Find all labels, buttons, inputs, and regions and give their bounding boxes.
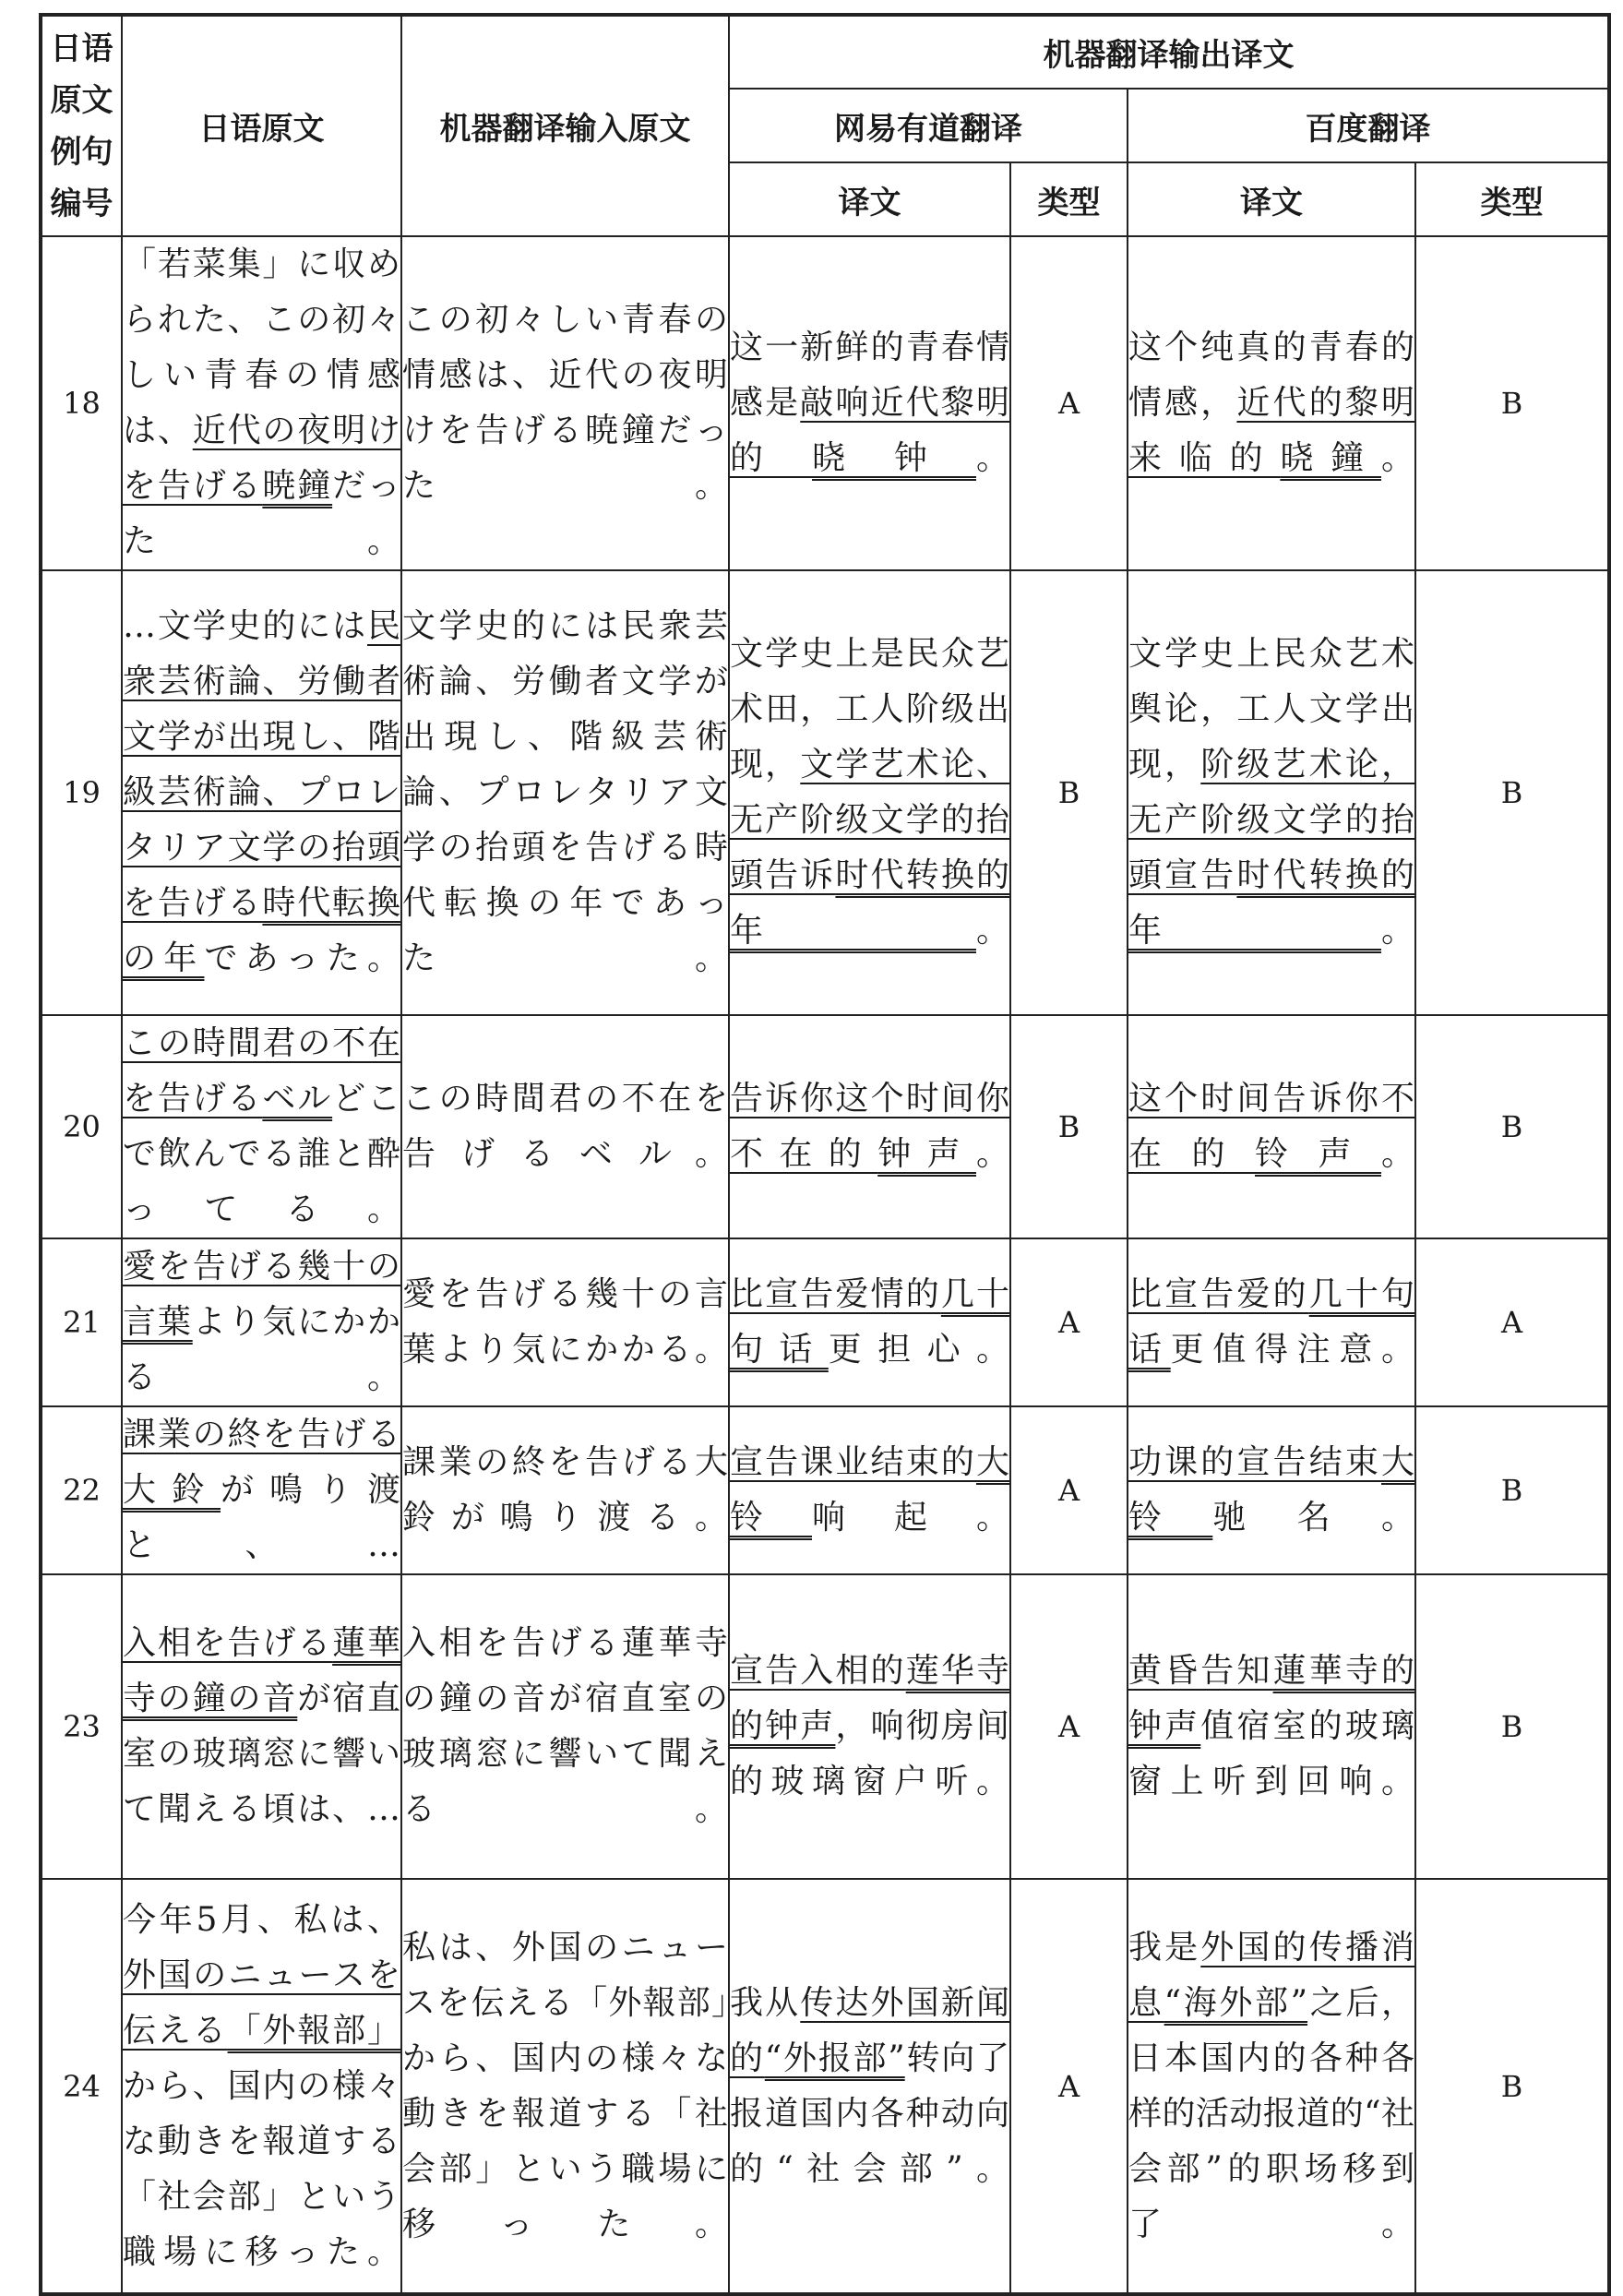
youdao-translation-text: [730, 1267, 1009, 1378]
youdao-translation-cell: [729, 236, 1010, 570]
underlined-text: 外国的传播消息: [1128, 1928, 1414, 2022]
plain-text: 「若菜集」に収め: [123, 245, 400, 283]
youdao-translation-text: [730, 1435, 1009, 1546]
mt-input-text: この時間君の不在を告げるベル。: [402, 1080, 728, 1173]
double-underlined-text: 蓮華寺的钟声: [1128, 1652, 1414, 1745]
plain-text: より気にかかる。: [123, 1303, 400, 1396]
japanese-original-cell: [122, 1879, 401, 2294]
double-underlined-text: ベル: [262, 1080, 333, 1118]
plain-text: しい青春の情感: [123, 356, 400, 394]
baidu-translation-text: [1128, 1071, 1414, 1182]
baidu-translation-cell: [1128, 1574, 1415, 1879]
underlined-text: 比宣告爱的: [1128, 1275, 1309, 1313]
baidu-translation-cell: [1128, 1879, 1415, 2294]
youdao-translation-cell: [729, 1879, 1010, 2294]
japanese-original-text: [123, 599, 400, 987]
table-row: [41, 1238, 1609, 1406]
plain-text: であった。: [204, 939, 400, 977]
youdao-translation-cell: [729, 1015, 1010, 1238]
underlined-text: 告诉你这个时间你不在的: [730, 1080, 1009, 1173]
mt-input-cell: [401, 1879, 729, 2294]
japanese-original-text: [123, 1616, 400, 1837]
underlined-text: 民衆芸術論、労働者文学が出現し、階級芸術論、プロレタリア文学の抬頭を告げる: [123, 607, 400, 922]
mt-input-text: 愛を告げる幾十の言葉より気にかかる。: [402, 1275, 728, 1369]
plain-text: 我从: [730, 1983, 801, 2022]
baidu-translation-text: [1128, 1267, 1414, 1378]
plain-text: だった。: [123, 467, 400, 560]
example-number: 22: [41, 1406, 122, 1574]
header-youdao-translation: 译文: [729, 162, 1010, 236]
table-row: [41, 1015, 1609, 1238]
mt-input-text: 文学史的には民衆芸術論、労働者文学が出現し、階級芸術論、プロレタリア文学の抬頭を告げる時代転換の年であった。: [402, 607, 728, 977]
double-underlined-text: 大铃: [730, 1443, 1009, 1537]
baidu-translation-text: [1128, 1644, 1414, 1810]
youdao-type: A: [1010, 236, 1128, 570]
mt-input-cell: [401, 1015, 729, 1238]
underlined-text: を告げる: [123, 467, 263, 505]
plain-text: 文学史上民众艺术舆论，工人文学出现，: [1128, 635, 1414, 783]
youdao-type: A: [1010, 1574, 1128, 1879]
underlined-text: この時間君の不在を告げる: [123, 1024, 400, 1118]
plain-text: 。: [975, 1135, 1009, 1173]
baidu-type: B: [1415, 1015, 1609, 1238]
example-number: 18: [41, 236, 122, 570]
baidu-type: B: [1415, 236, 1609, 570]
mt-input-cell: [401, 1406, 729, 1574]
baidu-type: A: [1415, 1238, 1609, 1406]
header-youdao-type: 类型: [1010, 162, 1128, 236]
japanese-original-cell: [122, 1015, 401, 1238]
baidu-type: B: [1415, 1574, 1609, 1879]
youdao-type: B: [1010, 1015, 1128, 1238]
baidu-translation-cell: [1128, 570, 1415, 1015]
plain-text: 之后，日本国内的各种各样的活动报道的“社会部”的职场移到了。: [1128, 1983, 1414, 2243]
japanese-original-cell: [122, 1238, 401, 1406]
plain-text: 这一新鲜的青春情感是: [730, 329, 1009, 422]
japanese-original-text: [123, 1016, 400, 1238]
plain-text: が鳴り渡と、…: [123, 1471, 400, 1564]
underlined-text: 比宣告爱情的: [730, 1275, 941, 1313]
baidu-type: B: [1415, 1406, 1609, 1574]
plain-text: 。: [1380, 439, 1414, 477]
baidu-translation-cell: [1128, 236, 1415, 570]
double-underlined-text: 大铃: [1128, 1443, 1414, 1537]
plain-text: は、: [123, 412, 193, 449]
header-baidu-translation: 译文: [1128, 162, 1415, 236]
plain-text: 响起。: [812, 1499, 1009, 1537]
mt-input-text: 私は、外国のニュースを伝える「外報部」から、国内の様々な動きを報道する「社会部」という職場に移った。: [402, 1928, 728, 2243]
youdao-translation-cell: [729, 1574, 1010, 1879]
baidu-translation-cell: [1128, 1015, 1415, 1238]
table-row: [41, 570, 1609, 1015]
double-underlined-text: 铃声: [1254, 1135, 1381, 1173]
double-underlined-text: 蓮華寺の鐘の音: [123, 1624, 400, 1717]
plain-text: 转向了报道国内各种动向的“社会部”。: [730, 2039, 1009, 2188]
japanese-original-text: [123, 1893, 400, 2280]
mt-input-cell: [401, 1574, 729, 1879]
japanese-original-text: [123, 1239, 400, 1405]
youdao-type: A: [1010, 1238, 1128, 1406]
baidu-translation-cell: [1128, 1238, 1415, 1406]
baidu-translation-text: [1128, 320, 1414, 486]
header-japanese-original: 日语原文: [122, 15, 401, 236]
youdao-translation-text: [730, 1071, 1009, 1182]
table-row: [41, 1574, 1609, 1879]
baidu-translation-text: [1128, 1435, 1414, 1546]
double-underlined-text: 几十句话: [1128, 1275, 1414, 1369]
underlined-text: 宣告课业结束的: [730, 1443, 976, 1481]
youdao-translation-text: [730, 320, 1009, 486]
youdao-translation-text: [730, 1976, 1009, 2197]
double-underlined-text: 暁鐘: [262, 467, 333, 505]
double-underlined-text: 时代转换的年: [1128, 856, 1414, 950]
japanese-original-text: [123, 237, 400, 569]
plain-text: 。: [975, 912, 1009, 950]
mt-input-cell: [401, 1238, 729, 1406]
baidu-type: B: [1415, 1879, 1609, 2294]
plain-text: 这个纯真的青春的情感，: [1128, 329, 1414, 422]
plain-text: 驰名。: [1212, 1499, 1414, 1537]
double-underlined-text: 钟声: [877, 1135, 976, 1173]
double-underlined-text: 莲华寺的钟声: [730, 1652, 1009, 1745]
japanese-original-cell: [122, 1406, 401, 1574]
plain-text: 更担心。: [828, 1331, 1009, 1369]
plain-text: が宿直室の玻璃窓に響いて聞える頃は、…: [123, 1680, 400, 1828]
baidu-type: B: [1415, 570, 1609, 1015]
plain-text: 值宿室的玻璃窗上听到回响。: [1128, 1707, 1414, 1800]
double-underlined-text: 几十句话: [730, 1275, 1009, 1369]
underlined-text: 黄昏告知: [1128, 1652, 1273, 1690]
japanese-original-text: [123, 1407, 400, 1573]
double-underlined-text: 晓鐘: [1280, 439, 1381, 477]
double-underlined-text: “外报部”: [764, 2039, 905, 2077]
plain-text: られた、この初々: [123, 301, 400, 339]
youdao-translation-cell: [729, 570, 1010, 1015]
example-number: 20: [41, 1015, 122, 1238]
double-underlined-text: 時代転換の年: [123, 884, 400, 977]
header-mt-input: 机器翻译输入原文: [401, 15, 729, 236]
baidu-translation-text: [1128, 627, 1414, 959]
mt-input-cell: [401, 236, 729, 570]
plain-text: 今年5月、私は、: [123, 1900, 400, 1939]
underlined-text: 敲响近代黎明的: [730, 384, 1009, 477]
plain-text: …文学史的には: [123, 607, 367, 645]
underlined-text: 宣告入相的: [730, 1652, 906, 1690]
youdao-translation-cell: [729, 1238, 1010, 1406]
example-number: 23: [41, 1574, 122, 1879]
double-underlined-text: 言葉: [123, 1303, 193, 1341]
mt-input-cell: [401, 570, 729, 1015]
underlined-text: 外国のニュースを伝える: [123, 1955, 400, 2050]
double-underlined-text: “海外部”: [1164, 1983, 1308, 2022]
mt-input-text: この初々しい青春の情感は、近代の夜明けを告げる暁鐘だった。: [402, 301, 728, 505]
plain-text: 。: [1380, 912, 1414, 950]
double-underlined-text: 「外報部」: [227, 2011, 400, 2050]
double-underlined-text: 晓钟: [812, 439, 976, 477]
japanese-original-cell: [122, 570, 401, 1015]
plain-text: どこで飲んでる誰と酔ってる。: [123, 1080, 400, 1228]
translation-comparison-table: [39, 13, 1611, 2296]
mt-input-text: 課業の終を告げる大鈴が鳴り渡る。: [402, 1443, 728, 1537]
underlined-text: 功课的宣告结束: [1128, 1443, 1381, 1481]
japanese-original-cell: [122, 236, 401, 570]
example-number: 24: [41, 1879, 122, 2294]
plain-text: 。: [975, 439, 1009, 477]
header-baidu-type: 类型: [1415, 162, 1609, 236]
example-number: 19: [41, 570, 122, 1015]
header-mt-output: 机器翻译输出译文: [729, 15, 1609, 89]
underlined-text: 文学艺术论、无产阶级文学的抬頭告诉: [730, 746, 1009, 894]
youdao-type: A: [1010, 1406, 1128, 1574]
underlined-text: 传达外国新闻的: [730, 1983, 1009, 2077]
underlined-text: 入相を告げる: [123, 1624, 333, 1662]
plain-text: 文学史上是民众艺术田，工人阶级出现，: [730, 635, 1009, 783]
underlined-text: 近代の夜明け: [192, 412, 400, 449]
baidu-translation-cell: [1128, 1406, 1415, 1574]
underlined-text: 阶级艺术论，无产阶级文学的抬頭宣告: [1128, 746, 1414, 894]
double-underlined-text: 时代转换的年: [730, 856, 1009, 950]
youdao-translation-text: [730, 1644, 1009, 1810]
plain-text: ，响彻房间的玻璃窗户听。: [730, 1707, 1009, 1800]
table-row: [41, 1406, 1609, 1574]
baidu-translation-text: [1128, 1920, 1414, 2253]
header-example-number: 日语 原文 例句 编号: [41, 15, 122, 236]
underlined-text: 課業の終を告げる: [123, 1416, 400, 1453]
underlined-text: 愛を告げる幾十の: [123, 1248, 400, 1286]
youdao-type: B: [1010, 570, 1128, 1015]
youdao-type: A: [1010, 1879, 1128, 2294]
table-row: [41, 1879, 1609, 2294]
table-row: [41, 236, 1609, 570]
mt-input-text: 入相を告げる蓮華寺の鐘の音が宿直室の玻璃窓に響いて聞える。: [402, 1624, 728, 1828]
double-underlined-text: 大鈴: [123, 1471, 221, 1509]
plain-text: から、国内の様々な動きを報道する「社会部」という職場に移った。: [123, 2066, 400, 2271]
underlined-text: 近代的黎明来临的: [1128, 384, 1414, 477]
header-baidu: 百度翻译: [1128, 89, 1609, 162]
youdao-translation-text: [730, 627, 1009, 959]
header-youdao: 网易有道翻译: [729, 89, 1128, 162]
plain-text: 。: [1380, 1135, 1414, 1173]
japanese-original-cell: [122, 1574, 401, 1879]
underlined-text: 这个时间告诉你不在的: [1128, 1080, 1414, 1173]
youdao-translation-cell: [729, 1406, 1010, 1574]
plain-text: 更值得注意。: [1170, 1331, 1414, 1369]
plain-text: 我是: [1128, 1928, 1201, 1967]
example-number: 21: [41, 1238, 122, 1406]
